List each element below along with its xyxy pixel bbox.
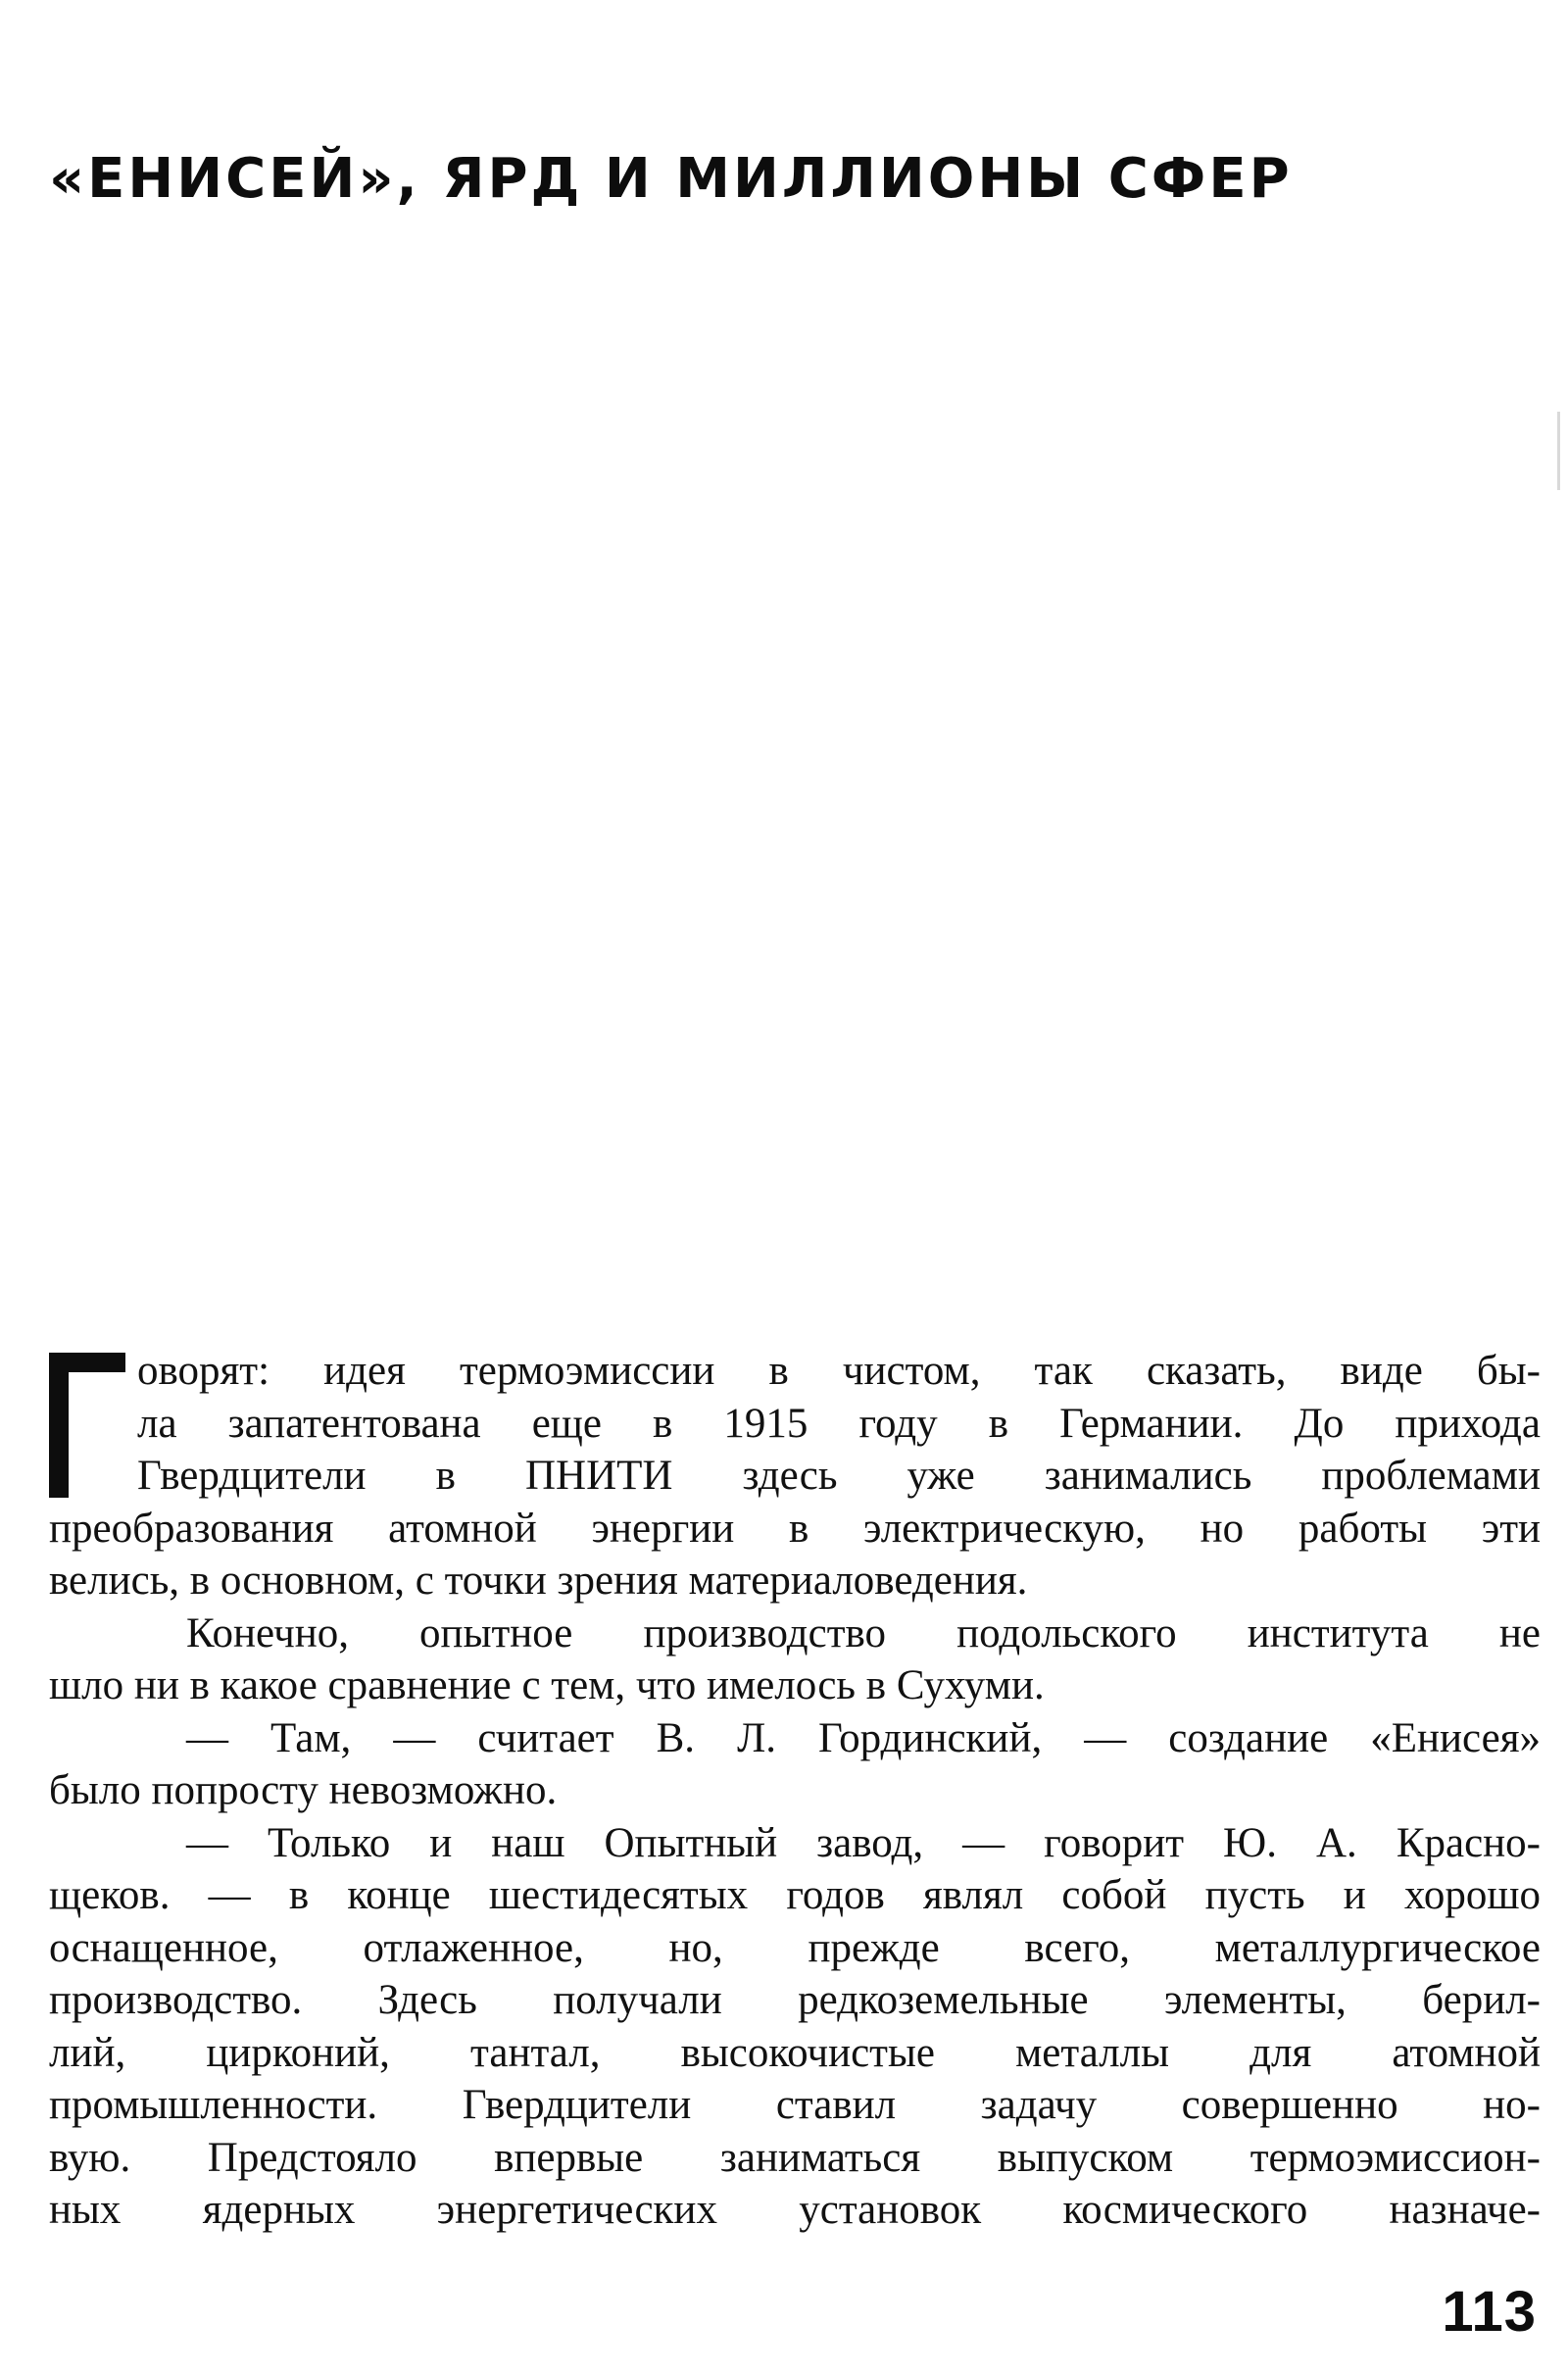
text-line: преобразования атомной энергии в электрическую, но работы эти xyxy=(49,1505,1541,1552)
text-line: — Только и наш Опытный завод, — говорит Ю. А. Красно- xyxy=(186,1819,1541,1866)
chapter-title: «ЕНИСЕЙ», ЯРД И МИЛЛИОНЫ СФЕР xyxy=(49,147,1293,211)
scan-edge-mark xyxy=(1557,412,1560,490)
text-line: производство. Здесь получали редкоземельные элементы, берил- xyxy=(49,1977,1541,2023)
text-line: щеков. — в конце шестидесятых годов являл собой пусть и хорошо xyxy=(49,1872,1541,1918)
body-text xyxy=(49,1345,1541,2237)
text-line: Конечно, опытное производство подольского института не xyxy=(186,1609,1541,1656)
text-line: Гвердцители в ПНИТИ здесь уже занимались проблемами xyxy=(137,1453,1541,1499)
text-line: оворят: идея термоэмиссии в чистом, так сказать, виде бы- xyxy=(137,1348,1541,1394)
text-line: — Там, — считает В. Л. Гординский, — создание «Енисея» xyxy=(186,1714,1541,1761)
text-line: было попросту невозможно. xyxy=(49,1767,558,1813)
text-line: оснащенное, отлаженное, но, прежде всего, металлургическое xyxy=(49,1924,1541,1971)
text-line: промышленности. Гвердцители ставил задачу совершенно но- xyxy=(49,2082,1541,2128)
text-line: ных ядерных энергетических установок космического назначе- xyxy=(49,2187,1541,2233)
page-number: 113 xyxy=(1442,2280,1537,2344)
text-line: вую. Предстояло впервые заниматься выпуском термоэмиссион- xyxy=(49,2134,1541,2181)
text-line: лий, цирконий, тантал, высокочистые металлы для атомной xyxy=(49,2029,1541,2076)
text-line: ла запатентована еще в 1915 году в Германии. До прихода xyxy=(137,1400,1541,1447)
text-line: велись, в основном, с точки зрения материаловедения. xyxy=(49,1557,1028,1604)
text-line: шло ни в какое сравнение с тем, что имелось в Сухуми. xyxy=(49,1662,1045,1708)
